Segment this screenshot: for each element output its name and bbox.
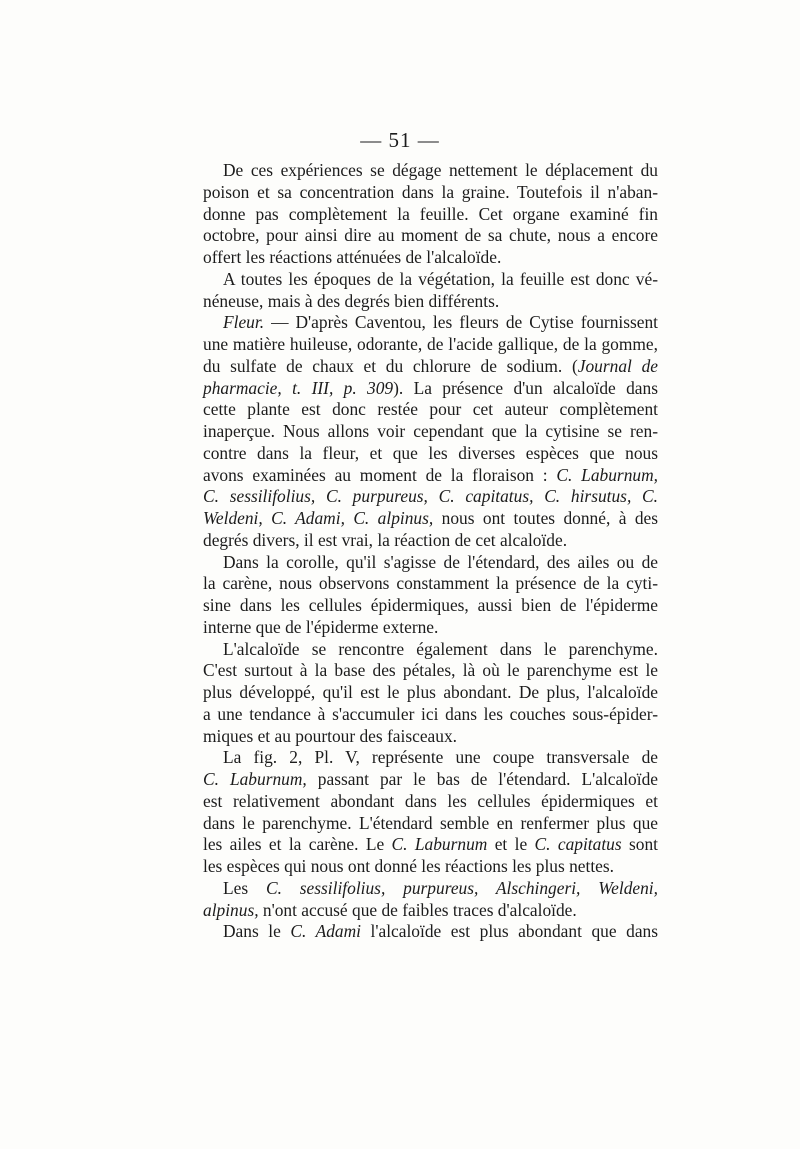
text-span: A toutes les époques de la végétation, la feuille est donc vé- (223, 268, 658, 289)
text-span: nous ont toutes donné, à des (433, 508, 659, 528)
text-line (203, 878, 658, 900)
text-line (203, 291, 658, 313)
text-span: degrés divers, il est vrai, la réaction de cet alcaloïde. (203, 529, 568, 550)
text-span: La fig. 2, Pl. V, représente une coupe transversale de (223, 747, 658, 768)
text-span: De ces expériences se dégage nettement le déplacement du (223, 160, 658, 180)
italic-text: C. Laburnum, (203, 769, 307, 789)
page-number: — 51 — (360, 128, 440, 152)
text-span: ). La présence d'un alcaloïde dans (393, 377, 658, 398)
text-span: dans le parenchyme. L'étendard semble en renfermer plus que (203, 812, 658, 833)
text-line (203, 660, 658, 682)
text-span: cette plante est donc restée pour cet auteur complètement (203, 399, 658, 420)
text-line (203, 682, 658, 704)
text-line (203, 834, 658, 856)
italic-text: alpinus, (203, 899, 259, 920)
text-span: et le (487, 834, 535, 855)
italic-text: C. Adami (290, 921, 361, 942)
text-line (203, 552, 658, 574)
text-span: a une tendance à s'accumuler ici dans les couches sous-épider- (203, 703, 658, 724)
text-line (203, 639, 658, 661)
text-span: interne que de l'épiderme externe. (203, 616, 439, 637)
text-span: Dans le (223, 921, 291, 942)
text-span: est relativement abondant dans les cellules épidermiques et (203, 790, 658, 811)
text-span: donne pas complètement la feuille. Cet organe examiné fin (203, 203, 658, 224)
text-line (203, 378, 658, 400)
text-span: sine dans les cellules épidermiques, aussi bien de l'épiderme (203, 595, 658, 615)
text-span: octobre, pour ainsi dire au moment de sa chute, nous a encore (203, 225, 658, 246)
text-span: C'est surtout à la base des pétales, là où le parenchyme est le (203, 660, 658, 681)
text-line (203, 443, 658, 465)
text-line (203, 921, 658, 943)
italic-text: C. Laburnum, (556, 464, 658, 485)
text-line (203, 334, 658, 356)
text-span: néneuse, mais à des degrés bien différents. (203, 290, 500, 311)
italic-text: C. Laburnum (391, 834, 488, 855)
text-span: l'alcaloïde est plus abondant que dans (360, 921, 659, 942)
text-line (203, 486, 658, 508)
text-span: avons examinées au moment de la floraison : (203, 464, 557, 485)
text-line (203, 399, 658, 421)
text-span: — D'après Caventou, les fleurs de Cytise fournissent (264, 312, 658, 333)
text-span: poison et sa concentration dans la graine. Toutefois il n'aban- (203, 181, 658, 202)
text-line (203, 856, 658, 878)
body-text (203, 160, 658, 943)
text-line (203, 356, 658, 378)
text-line (203, 530, 658, 552)
text-line (203, 465, 658, 487)
text-span: les espèces qui nous ont donné les réactions les plus nettes. (203, 856, 615, 876)
text-span: les ailes et la carène. Le (203, 834, 392, 855)
text-line (203, 813, 658, 835)
italic-text: Fleur. (223, 312, 265, 333)
italic-text: C. sessilifolius, C. purpureus, C. capitatus, C. hirsutus, C. (203, 486, 658, 507)
italic-text: Weldeni, C. Adami, C. alpinus, (203, 508, 434, 528)
text-span: une matière huileuse, odorante, de l'acide gallique, de la gomme, (203, 334, 658, 354)
italic-text: Journal de (577, 355, 658, 376)
text-line (203, 747, 658, 769)
text-line (203, 573, 658, 595)
text-line (203, 421, 658, 443)
text-span: L'alcaloïde se rencontre également dans le parenchyme. (223, 638, 658, 659)
italic-text: pharmacie, t. III, p. 309 (203, 377, 394, 398)
text-span: miques et au pourtour des faisceaux. (203, 725, 458, 746)
text-span: offert les réactions atténuées de l'alcaloïde. (203, 247, 502, 267)
text-span: Les (223, 877, 266, 898)
text-line (203, 704, 658, 726)
text-span: du sulfate de chaux et du chlorure de sodium. ( (203, 355, 578, 376)
text-line (203, 312, 658, 334)
text-line (203, 160, 658, 182)
text-span: Dans la corolle, qu'il s'agisse de l'étendard, des ailes ou de (223, 551, 658, 572)
text-span: plus développé, qu'il est le plus abondant. De plus, l'alcaloïde (203, 682, 658, 702)
text-span: n'ont accusé que de faibles traces d'alcaloïde. (258, 899, 577, 920)
text-line (203, 900, 658, 922)
text-line (203, 595, 658, 617)
text-span: sont (621, 834, 658, 855)
text-line (203, 225, 658, 247)
italic-text: C. sessilifolius, purpureus, Alschingeri, Weldeni, (265, 877, 658, 898)
text-span: inaperçue. Nous allons voir cependant que la cytisine se ren- (203, 421, 658, 441)
text-line (203, 791, 658, 813)
text-span: contre dans la fleur, et que les diverses espèces que nous (203, 442, 658, 463)
text-span: passant par le bas de l'étendard. L'alcaloïde (306, 769, 658, 789)
text-line (203, 769, 658, 791)
text-line (203, 726, 658, 748)
text-line (203, 617, 658, 639)
text-line (203, 269, 658, 291)
italic-text: C. capitatus (534, 834, 622, 855)
text-line (203, 508, 658, 530)
text-line (203, 182, 658, 204)
text-span: la carène, nous observons constamment la présence de la cyti- (203, 573, 658, 594)
text-line (203, 247, 658, 269)
text-line (203, 204, 658, 226)
